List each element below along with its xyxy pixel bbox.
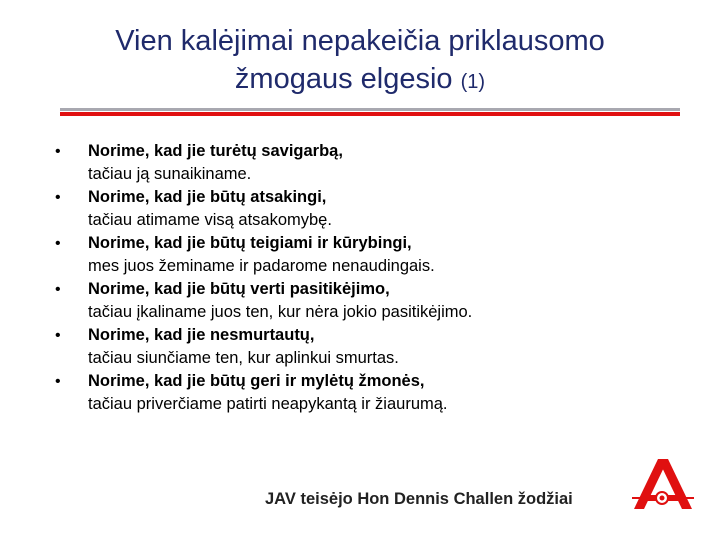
bullet-icon: • [55, 143, 61, 160]
bullet-sub: tačiau atimame visą atsakomybę. [88, 211, 332, 229]
title-number: (1) [460, 71, 486, 93]
red-triangle-logo-icon [632, 455, 694, 517]
title-line-2 [0, 60, 720, 101]
bullet-sub: mes juos žeminame ir padarome nenaudingais. [88, 257, 435, 275]
title-line-1: Vien kalėjimai nepakeičia priklausomo [115, 25, 605, 57]
bullet-main: Norime, kad jie turėtų savigarbą, [88, 142, 343, 160]
bullet-sub: tačiau įkaliname juos ten, kur nėra jokio pasitikėjimo. [88, 303, 473, 321]
bullet-icon: • [55, 189, 61, 206]
bullet-sub: tačiau ją sunaikiname. [88, 165, 252, 183]
bullet-main: Norime, kad jie būtų atsakingi, [88, 188, 327, 206]
bullet-main: Norime, kad jie nesmurtautų, [88, 326, 315, 344]
list-item [55, 140, 675, 186]
bullet-main: Norime, kad jie būtų verti pasitikėjimo, [88, 280, 390, 298]
bullet-icon: • [55, 373, 61, 390]
title-text-2: žmogaus elgesio [234, 63, 453, 95]
divider-gray [60, 108, 680, 111]
quote-credit: JAV teisėjo Hon Dennis Challen žodžiai [265, 490, 573, 508]
bullet-sub: tačiau priverčiame patirti neapykantą ir žiaurumą. [88, 395, 448, 413]
bullet-icon: • [55, 235, 61, 252]
bullet-sub: tačiau siunčiame ten, kur aplinkui smurtas. [88, 349, 399, 367]
bullet-main: Norime, kad jie būtų geri ir mylėtų žmonės, [88, 372, 425, 390]
bullet-main: Norime, kad jie būtų teigiami ir kūrybingi, [88, 234, 412, 252]
list-item [55, 232, 675, 278]
list-item [55, 370, 675, 416]
bullet-icon: • [55, 327, 61, 344]
list-item [55, 324, 675, 370]
page-title [0, 22, 720, 101]
bullet-icon: • [55, 281, 61, 298]
list-item [55, 278, 675, 324]
divider-red [60, 112, 680, 116]
bullet-list [55, 140, 675, 416]
list-item [55, 186, 675, 232]
